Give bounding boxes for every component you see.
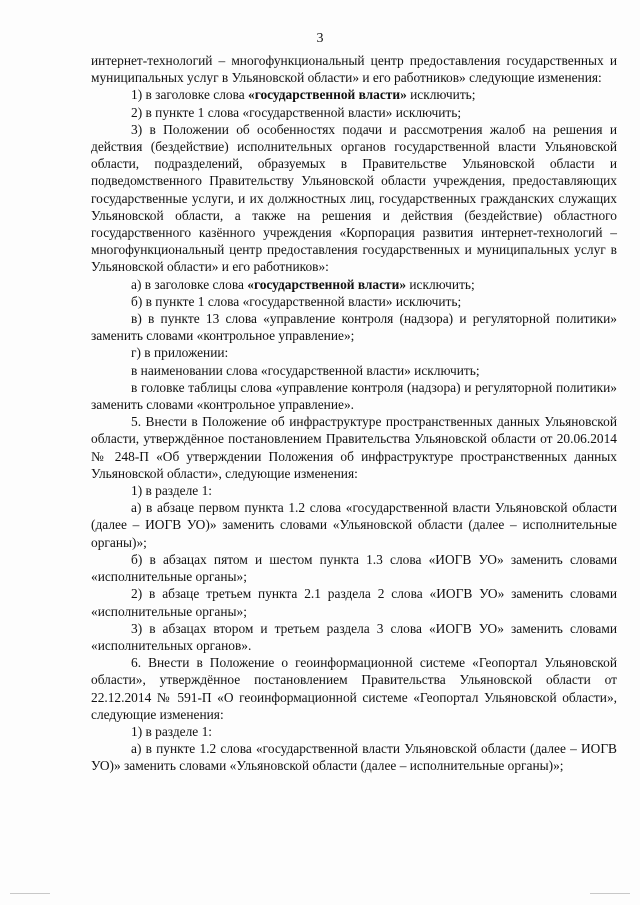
- paragraph: б) в абзацах пятом и шестом пункта 1.3 слова «ИОГВ УО» заменить словами «исполнительные органы»;: [91, 551, 617, 585]
- paragraph: 3) в Положении об особенностях подачи и рассмотрения жалоб на решения и действия (бездействие) исполнительных органов государственной власти Ульяновской области, подразделений, образуемых в Правительстве Ульяновской области и подведомственного Правительству Ульяновской области учреждения, предоставляющих государственные услуги, и их должностных лиц, государственных гражданских служащих Ульяновской области, а также на решения и действия (бездействие) областного государственного казённого учреждения «Корпорация развития интернет-технологий – многофункциональный центр предоставления государственных и муниципальных услуг в Ульяновской области» и его работников»:: [91, 121, 617, 275]
- scan-edge-mark: [10, 893, 50, 894]
- page-number: 3: [316, 31, 324, 46]
- paragraph: а) в пункте 1.2 слова «государственной власти Ульяновской области (далее – ИОГВ УО)» заменить словами «Ульяновской области (далее – исполнительные органы)»;: [91, 741, 617, 774]
- paragraph-text: исключить;: [406, 87, 476, 103]
- paragraph: 5. Внести в Положение об инфраструктуре пространственных данных Ульяновской области, утверждённое постановлением Правительства Ульяновской области от 20.06.2014 № 248-П «Об утверждении Положения об инфраструктуре пространственных данных Ульяновской области», следующие изменения:: [91, 414, 617, 481]
- paragraph-text: а) в заголовке слова: [131, 276, 248, 292]
- paragraph: 6. Внести в Положение о геоинформационной системе «Геопортал Ульяновской области», утверждённое постановлением Правительства Ульяновской области от 22.12.2014 № 591-П «О геоинформационной системе «Геопортал Ульяновской области», следующие изменения:: [91, 655, 617, 722]
- paragraph: 2) в пункте 1 слова «государственной власти» исключить;: [131, 104, 462, 120]
- scan-edge-mark: [590, 893, 630, 894]
- bold-text: «государственной власти»: [247, 276, 407, 292]
- paragraph: в наименовании слова «государственной власти» исключить;: [131, 362, 480, 378]
- document-body: [91, 52, 617, 775]
- bold-text: «государственной власти»: [248, 87, 407, 103]
- paragraph: [91, 86, 617, 103]
- paragraph: г) в приложении:: [131, 345, 229, 361]
- paragraph-text: 1) в заголовке слова: [131, 87, 249, 103]
- paragraph: 3) в абзацах втором и третьем раздела 3 слова «ИОГВ УО» заменить словами «исполнительных органов».: [91, 620, 617, 653]
- paragraph: в) в пункте 13 слова «управление контроля (надзора) и регуляторной политики» заменить словами «контрольное управление»;: [91, 311, 617, 344]
- paragraph: интернет-технологий – многофункциональный центр предоставления государственных и муниципальных услуг в Ульяновской области» и его работников» следующие изменения:: [91, 53, 617, 86]
- paragraph: б) в пункте 1 слова «государственной власти» исключить;: [131, 293, 462, 309]
- paragraph: 2) в абзаце третьем пункта 2.1 раздела 2 слова «ИОГВ УО» заменить словами «исполнительные органы»;: [91, 586, 617, 619]
- paragraph-text: исключить;: [406, 276, 475, 292]
- paragraph: 1) в разделе 1:: [131, 483, 213, 499]
- paragraph: 1) в разделе 1:: [131, 723, 213, 739]
- paragraph: [91, 276, 617, 293]
- paragraph: а) в абзаце первом пункта 1.2 слова «государственной власти Ульяновской области (далее – ИОГВ УО)» заменить словами «Ульяновской области (далее – исполнительные органы)»;: [91, 500, 617, 550]
- paragraph: в головке таблицы слова «управление контроля (надзора) и регуляторной политики» заменить словами «контрольное управление».: [91, 379, 617, 413]
